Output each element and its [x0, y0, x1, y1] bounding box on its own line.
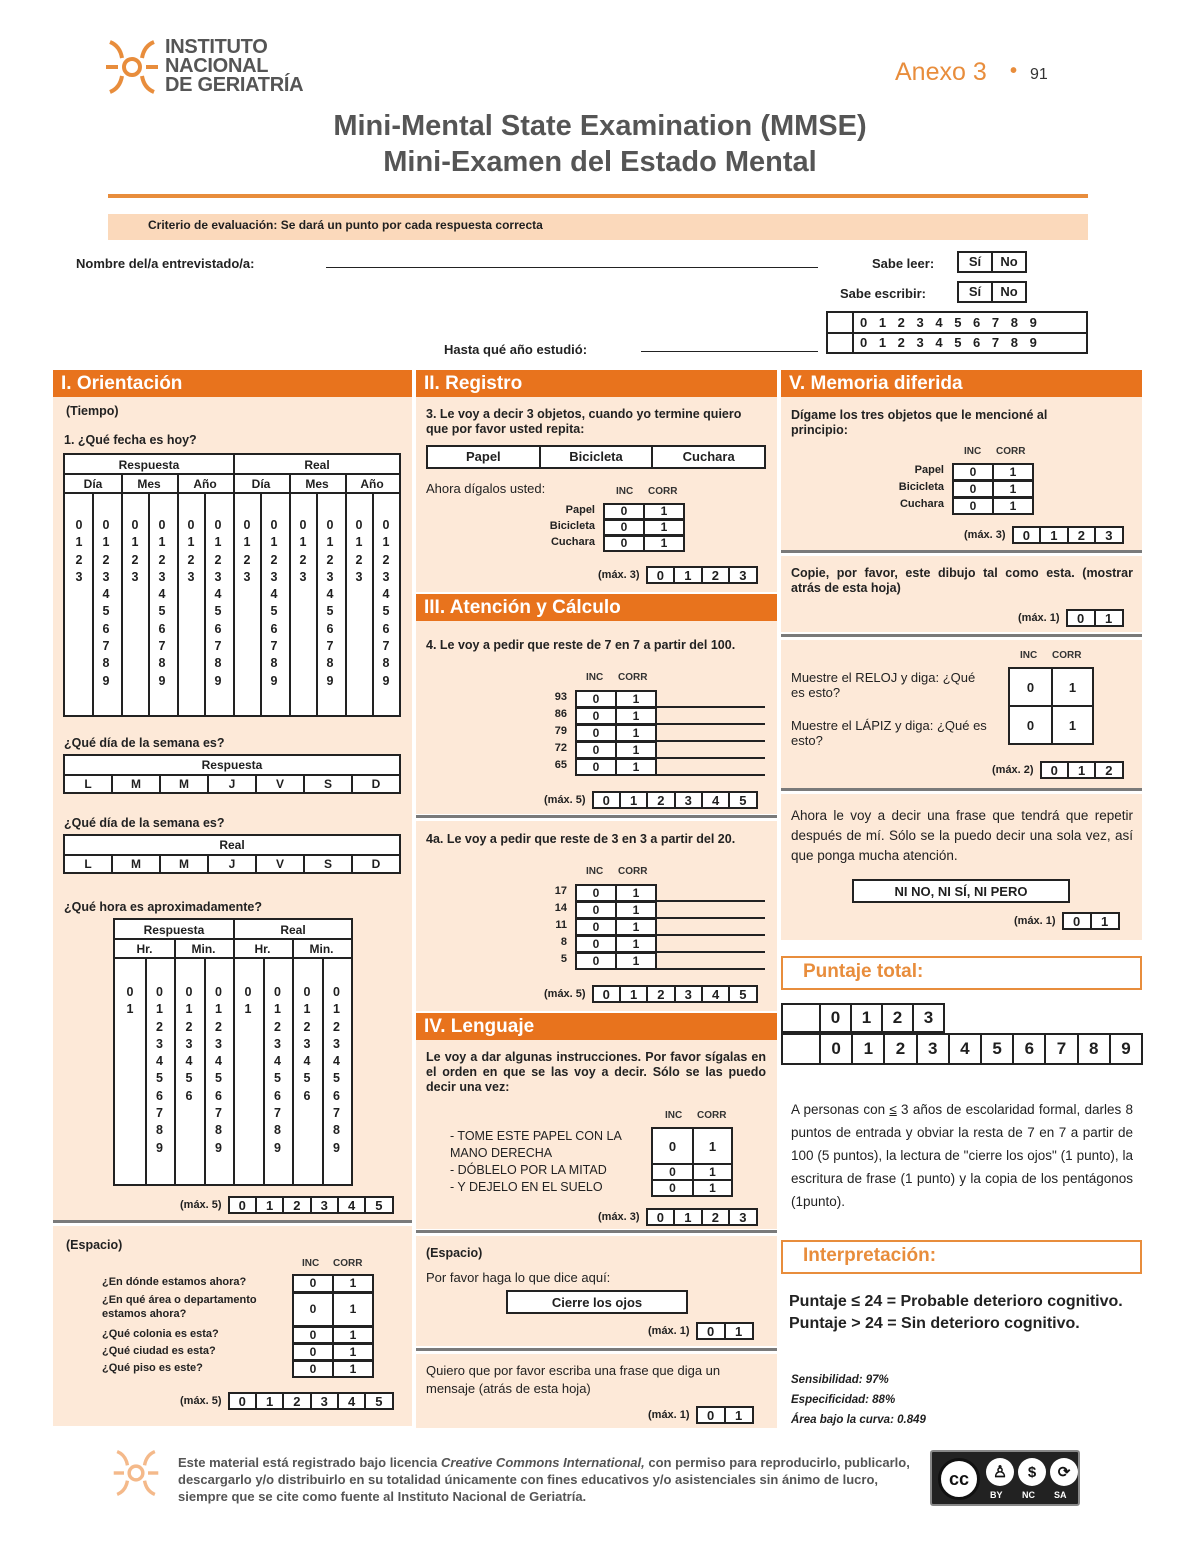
- corr-label: CORR: [333, 1258, 363, 1269]
- interpretation-text: Puntaje ≤ 24 = Probable deterioro cognitivo. Puntaje > 24 = Sin deterioro cognitivo.: [789, 1293, 1123, 1332]
- divider: [781, 788, 1142, 791]
- total-digit[interactable]: 0: [819, 1035, 851, 1063]
- score-option[interactable]: 1: [619, 793, 646, 807]
- criteria-banner: Criterio de evaluación: Se dará un punto por cada respuesta correcta: [108, 214, 1088, 240]
- objects-row: Papel Bicicleta Cuchara: [426, 445, 766, 469]
- total-digit[interactable]: 1: [851, 1035, 883, 1063]
- answer-line[interactable]: [655, 951, 765, 953]
- score-option[interactable]: 3: [728, 1210, 756, 1224]
- subtract7-score[interactable]: (máx. 5) 0 1 2 3 4 5: [544, 791, 758, 809]
- score-option[interactable]: 2: [646, 793, 673, 807]
- sa-icon: ⟳: [1050, 1458, 1078, 1486]
- score-option[interactable]: 2: [646, 987, 673, 1001]
- subtract3-score[interactable]: (máx. 5) 0 1 2 3 4 5: [544, 985, 758, 1003]
- day-option[interactable]: L: [84, 857, 92, 871]
- inc-label: INC: [586, 672, 604, 683]
- date-digits[interactable]: 0 1 2 3 4 5 6 7 8 9: [382, 518, 390, 688]
- row-label: 11: [555, 919, 567, 931]
- row-label: 17: [554, 885, 567, 897]
- time-question: ¿Qué hora es aproximadamente?: [64, 900, 262, 914]
- study-field[interactable]: [641, 350, 818, 352]
- score-option[interactable]: 1: [1094, 611, 1122, 625]
- space-label: (Espacio): [426, 1246, 483, 1260]
- score-option[interactable]: 0: [1022, 528, 1030, 543]
- divider: [53, 1220, 412, 1223]
- answer-line[interactable]: [655, 934, 765, 936]
- instructions-score[interactable]: (máx. 3) 0 1 2 3: [598, 1208, 758, 1226]
- answer-line[interactable]: [655, 917, 765, 919]
- title-en: Mini-Mental State Examination (MMSE): [333, 110, 867, 142]
- inc-corr-row[interactable]: 0 1: [575, 758, 657, 776]
- score-option[interactable]: 2: [1094, 763, 1121, 777]
- copy-score[interactable]: (máx. 1) 0 1: [1018, 609, 1124, 627]
- score-option[interactable]: 0: [1050, 763, 1058, 778]
- row-label: 5: [560, 953, 567, 965]
- geriatria-footer-logo-icon: [112, 1446, 160, 1500]
- score-option[interactable]: 4: [337, 1394, 364, 1408]
- total-digit[interactable]: 3: [916, 1035, 948, 1063]
- total-digit[interactable]: 4: [948, 1035, 980, 1063]
- section-memory: V. Memoria diferida: [781, 370, 1142, 397]
- score-option[interactable]: 1: [619, 987, 646, 1001]
- close-eyes-card: Cierre los ojos: [506, 1290, 688, 1314]
- read-score[interactable]: (máx. 1) 0 1: [648, 1322, 754, 1340]
- inc-corr-row[interactable]: 0 1: [952, 463, 1034, 481]
- day-option[interactable]: J: [207, 856, 255, 872]
- date-digits[interactable]: 0 1 2 3 4 5 6 7 8 9: [102, 518, 110, 688]
- date-col-header: Año: [360, 476, 384, 491]
- section-language: IV. Lenguaje: [416, 1013, 777, 1040]
- row-label: 86: [554, 708, 567, 720]
- time-digits[interactable]: 0 1 2 3 4 5 6 7 8 9: [274, 985, 281, 1155]
- license-text: Este material está registrado bajo licencia Creative Commons International, con permiso para reproducirlo, publicarlo, descargarlo y/o distribuirlo en su totalidad únicamente con fines educativos y/o asistenciales sin ánimo de lucro, siempre que se cite como fuente al Instituto Nacional de Geriatría.: [178, 1455, 910, 1504]
- total-digit[interactable]: 5: [980, 1035, 1012, 1063]
- date-digits[interactable]: 0 1 2 3: [131, 518, 139, 584]
- corr-label: CORR: [996, 446, 1026, 457]
- inc-corr-row[interactable]: 0 1: [292, 1292, 374, 1327]
- date-digits[interactable]: 0 1 2 3: [243, 518, 251, 584]
- score-option[interactable]: 5: [364, 1394, 391, 1408]
- weekday-response[interactable]: Respuesta L M M J V S D: [63, 754, 401, 794]
- name-field[interactable]: [326, 266, 818, 268]
- time-digits[interactable]: 0 1 2 3 4 5 6 7 8 9: [333, 985, 340, 1155]
- score-option[interactable]: 5: [364, 1198, 391, 1212]
- score-option[interactable]: 0: [238, 1198, 246, 1213]
- registry-score[interactable]: (máx. 3) 0 1 2 3: [598, 566, 758, 584]
- total-digit[interactable]: 8: [1077, 1035, 1109, 1063]
- total-digit[interactable]: 0: [819, 1005, 850, 1031]
- score-option[interactable]: 3: [310, 1394, 337, 1408]
- phrase-question: Ahora le voy a decir una frase que tendrá que repetir después de mí. Sólo se la puedo decir una sola vez, así que ponga mucha atención.: [791, 808, 1133, 863]
- score-option[interactable]: 2: [701, 1210, 729, 1224]
- inc-label: INC: [302, 1258, 320, 1269]
- total-digit[interactable]: 2: [881, 1005, 912, 1031]
- inc-corr-row[interactable]: 0 1: [603, 535, 685, 552]
- corr-label: CORR: [618, 672, 648, 683]
- inc-corr-row[interactable]: 0 1: [575, 741, 657, 759]
- divider: [416, 815, 777, 818]
- space-question: ¿Qué colonia es esta?: [102, 1328, 219, 1340]
- score-option[interactable]: 3: [674, 793, 701, 807]
- space-question: ¿En qué área o departamento estamos ahora?: [102, 1294, 257, 1320]
- day-option[interactable]: M: [111, 776, 159, 792]
- page-number: 91: [1030, 66, 1048, 83]
- orientation-time-score[interactable]: (máx. 5) 0 1 2 3 4 5: [180, 1196, 394, 1214]
- space-label: (Espacio): [66, 1238, 123, 1252]
- inc-corr-row[interactable]: 0 1: [292, 1343, 374, 1361]
- score-option[interactable]: 2: [701, 568, 729, 582]
- score-option[interactable]: 3: [674, 987, 701, 1001]
- copy-question: Copie, por favor, este dibujo tal como esta. (mostrar atrás de esta hoja): [791, 566, 1133, 595]
- section-attention: III. Atención y Cálculo: [416, 594, 777, 621]
- score-option[interactable]: 4: [701, 987, 728, 1001]
- institute-name: INSTITUTO NACIONAL DE GERIATRÍA: [165, 36, 304, 96]
- inc-label: INC: [665, 1110, 683, 1121]
- interpretation-box: Interpretación:: [781, 1240, 1142, 1274]
- instructions: - TOME ESTE PAPEL CON LA MANO DERECHA - DÓBLELO POR LA MITAD - Y DEJELO EN EL SUELO: [450, 1129, 622, 1194]
- row-label: 65: [554, 759, 567, 771]
- naming-score[interactable]: (máx. 2) 0 1 2: [992, 761, 1124, 779]
- row-label: Papel: [914, 464, 944, 476]
- date-digits[interactable]: 0 1 2 3 4 5 6 7 8 9: [270, 518, 278, 688]
- weekday-question-real: ¿Qué día de la semana es?: [64, 816, 225, 830]
- answer-line[interactable]: [655, 740, 765, 742]
- clock-question: Muestre el RELOJ y diga: ¿Qué es esto?: [791, 670, 976, 700]
- weekday-real[interactable]: Real L M M J V S D: [63, 834, 401, 874]
- study-label: Hasta qué año estudió:: [444, 342, 588, 357]
- total-digit[interactable]: 2: [883, 1035, 915, 1063]
- time-col-header: Min.: [309, 941, 334, 956]
- row-label: 14: [554, 902, 567, 914]
- row-label: 8: [560, 936, 567, 948]
- time-col-header: Min.: [191, 941, 216, 956]
- row-label: 93: [554, 691, 567, 703]
- date-digits[interactable]: 0 1 2 3 4 5 6 7 8 9: [326, 518, 334, 688]
- time-digits[interactable]: 0 1 2 3 4 5 6: [185, 985, 193, 1103]
- inc-corr-row[interactable]: 0 1: [575, 724, 657, 742]
- say-now-label: Ahora dígalos usted:: [426, 481, 546, 496]
- title-es: Mini-Examen del Estado Mental: [383, 146, 817, 178]
- inc-corr-row[interactable]: 0 1: [575, 935, 657, 953]
- inc-corr-row[interactable]: 0 1: [292, 1326, 374, 1344]
- inc-corr-row[interactable]: 0 1: [575, 901, 657, 919]
- date-col-header: Día: [83, 476, 103, 491]
- score-option[interactable]: 2: [282, 1198, 309, 1212]
- answer-line[interactable]: [655, 757, 765, 759]
- orientation-space-score[interactable]: (máx. 5) 0 1 2 3 4 5: [180, 1392, 394, 1410]
- total-tens-grid[interactable]: [781, 1003, 945, 1033]
- score-option[interactable]: 0: [656, 568, 664, 583]
- corr-label: CORR: [618, 866, 648, 877]
- naming-grid[interactable]: 0 1 0 1: [1008, 667, 1094, 745]
- education-note: A personas con ≤ 3 años de escolaridad formal, darles 8 puntos de entrada y obviar la resta de 7 en 7 a partir de 100 (5 puntos), la lectura de "cierre los ojos" (1 punto), la escritura de frase (1 punto) y la copia de los pentágonos (1punto).: [791, 1102, 1133, 1209]
- day-option[interactable]: S: [303, 776, 351, 792]
- phrase-score[interactable]: (máx. 1) 0 1: [1014, 912, 1120, 930]
- date-col-header: Mes: [137, 476, 161, 491]
- stats: Sensibilidad: 97% Especificidad: 88% Área bajo la curva: 0.849: [791, 1374, 926, 1426]
- inc-corr-row[interactable]: 0 1: [575, 690, 657, 708]
- creative-commons-badge[interactable]: cc ♙ $ ⟳ BY NC SA: [930, 1450, 1080, 1506]
- day-option[interactable]: J: [207, 776, 255, 792]
- write-label: Sabe escribir:: [840, 286, 926, 301]
- divider: [781, 634, 1142, 637]
- inc-label: INC: [586, 866, 604, 877]
- answer-line[interactable]: [655, 706, 765, 708]
- score-option[interactable]: 1: [724, 1324, 752, 1338]
- space-question: ¿Qué piso es este?: [102, 1362, 203, 1374]
- time-digits[interactable]: 0 1: [126, 985, 134, 1017]
- read-options[interactable]: Sí No: [957, 251, 1027, 273]
- space-question: ¿En dónde estamos ahora?: [102, 1276, 247, 1288]
- annex-label: Anexo 3: [895, 58, 987, 86]
- nc-icon: $: [1018, 1458, 1046, 1486]
- time-label: (Tiempo): [66, 404, 119, 418]
- total-units-grid[interactable]: [781, 1033, 1143, 1065]
- inc-corr-row[interactable]: 0 1: [603, 519, 685, 536]
- day-option[interactable]: S: [303, 856, 351, 872]
- inc-corr-row[interactable]: 0 1: [575, 707, 657, 725]
- date-digits[interactable]: 0 1 2 3: [187, 518, 195, 584]
- score-option[interactable]: 0: [706, 1324, 715, 1339]
- time-grid[interactable]: Respuesta Real Hr. 0 1 0 1 2 3 4 5 6 7 8 9 Min. 0 1 2 3 4 5 6 0 1 2 3 4 5 6 7 8 9 Hr. 0 1 0 1 2 3 4 5 6 7 8 9 Min. 0 1 2 3 4 5 6 0 1 2 3 4 5 6 7 8 9: [113, 918, 353, 1186]
- divider: [416, 1348, 777, 1351]
- corr-label: CORR: [1052, 650, 1082, 661]
- day-option[interactable]: M: [111, 856, 159, 872]
- day-option[interactable]: L: [84, 777, 92, 791]
- date-col-header: Año: [193, 476, 217, 491]
- score-option[interactable]: 0: [1072, 914, 1081, 929]
- inc-corr-row[interactable]: 0 1: [575, 884, 657, 902]
- inc-corr-row[interactable]: 0 1: [952, 497, 1034, 515]
- inc-corr-row[interactable]: 0 1: [575, 952, 657, 970]
- time-col-header: Hr.: [136, 941, 153, 956]
- divider: [781, 550, 1142, 553]
- memory-panel: [781, 370, 1142, 550]
- score-option[interactable]: 4: [701, 793, 728, 807]
- total-digit[interactable]: 7: [1044, 1035, 1076, 1063]
- corr-label: CORR: [648, 486, 678, 497]
- inc-label: INC: [964, 446, 982, 457]
- header-divider: [108, 194, 1088, 198]
- inc-corr-row[interactable]: 0 1: [952, 480, 1034, 498]
- memory-question: Dígame los tres objetos que le mencioné al principio:: [791, 408, 1048, 437]
- total-digit[interactable]: 6: [1012, 1035, 1044, 1063]
- row-label: Cuchara: [899, 498, 944, 510]
- score-option[interactable]: 5: [728, 793, 755, 807]
- day-option[interactable]: M: [159, 776, 207, 792]
- geriatria-logo-icon: [104, 36, 160, 98]
- score-option[interactable]: 1: [673, 568, 701, 582]
- day-option[interactable]: D: [351, 776, 399, 792]
- row-label: Cuchara: [550, 536, 595, 548]
- phrase-card: NI NO, NI SÍ, NI PERO: [852, 879, 1070, 903]
- score-option[interactable]: 1: [255, 1198, 282, 1212]
- language-intro: Le voy a dar algunas instrucciones. Por favor sígalas en el orden en que se las voy a decir. Sólo se las puedo decir una vez:: [426, 1050, 766, 1094]
- study-years-grid[interactable]: 0 1 2 3 4 5 6 7 8 9 0 1 2 3 4 5 6 7 8 9: [826, 311, 1088, 354]
- inc-corr-row[interactable]: 0 1: [292, 1274, 374, 1293]
- date-col-header: Mes: [305, 476, 329, 491]
- score-option[interactable]: 0: [1076, 611, 1085, 626]
- section-orientation: I. Orientación: [53, 370, 412, 397]
- date-digits[interactable]: 0 1 2 3: [299, 518, 307, 584]
- score-option[interactable]: 1: [1067, 763, 1094, 777]
- score-option[interactable]: 1: [1039, 528, 1067, 542]
- space-question: ¿Qué ciudad es esta?: [102, 1345, 216, 1357]
- row-label: Bicicleta: [898, 481, 944, 493]
- cc-icon: cc: [938, 1458, 980, 1500]
- inc-label: INC: [616, 486, 634, 497]
- total-score-box: Puntaje total:: [781, 956, 1142, 990]
- date-digits[interactable]: 0 1 2 3: [75, 518, 83, 584]
- time-digits[interactable]: 0 1 2 3 4 5 6 7 8 9: [215, 985, 222, 1155]
- time-digits[interactable]: 0 1: [244, 985, 252, 1017]
- date-col-header: Día: [251, 476, 271, 491]
- time-col-header: Hr.: [254, 941, 271, 956]
- score-option[interactable]: 1: [1090, 914, 1118, 928]
- score-option[interactable]: 2: [282, 1394, 309, 1408]
- score-option[interactable]: 0: [602, 793, 610, 808]
- inc-corr-row[interactable]: 0 1: [292, 1360, 374, 1378]
- subtract3-question: 4a. Le voy a pedir que reste de 3 en 3 a partir del 20.: [426, 832, 736, 846]
- time-digits[interactable]: 0 1 2 3 4 5 6 7 8 9: [156, 985, 163, 1155]
- answer-line[interactable]: [655, 968, 765, 970]
- write-options[interactable]: Sí No: [957, 281, 1027, 303]
- row-label: 72: [554, 742, 567, 754]
- date-question: 1. ¿Qué fecha es hoy?: [64, 433, 197, 447]
- total-digit[interactable]: 9: [1109, 1035, 1141, 1063]
- please-label: Por favor haga lo que dice aquí:: [426, 1270, 611, 1285]
- write-score[interactable]: (máx. 1) 0 1: [648, 1406, 754, 1424]
- inc-label: INC: [1020, 650, 1038, 661]
- name-label: Nombre del/a entrevistado/a:: [76, 256, 255, 271]
- weekday-question: ¿Qué día de la semana es?: [64, 736, 225, 750]
- answer-line[interactable]: [655, 774, 765, 776]
- total-digit[interactable]: 3: [912, 1005, 943, 1031]
- corr-label: CORR: [697, 1110, 727, 1121]
- date-digits[interactable]: 0 1 2 3: [355, 518, 363, 584]
- pencil-question: Muestre el LÁPIZ y diga: ¿Qué es esto?: [791, 718, 987, 748]
- by-icon: ♙: [986, 1458, 1014, 1486]
- total-digit[interactable]: 1: [850, 1005, 881, 1031]
- read-label: Sabe leer:: [872, 256, 935, 271]
- day-option[interactable]: V: [255, 776, 303, 792]
- date-digits[interactable]: 0 1 2 3 4 5 6 7 8 9: [158, 518, 166, 688]
- row-label: 79: [554, 725, 567, 737]
- inc-corr-row[interactable]: 0 1: [603, 503, 685, 520]
- instructions-grid[interactable]: 0 1 0 1 0 1: [651, 1127, 733, 1197]
- score-option[interactable]: 1: [673, 1210, 701, 1224]
- score-option[interactable]: 1: [255, 1394, 282, 1408]
- score-option[interactable]: 0: [706, 1408, 715, 1423]
- score-option[interactable]: 0: [602, 987, 610, 1002]
- day-option[interactable]: V: [255, 856, 303, 872]
- day-option[interactable]: D: [351, 856, 399, 872]
- row-label: Bicicleta: [549, 520, 595, 532]
- score-option[interactable]: 3: [1094, 528, 1122, 542]
- memory-score[interactable]: (máx. 3) 0 1 2 3: [964, 526, 1124, 544]
- score-option[interactable]: 0: [238, 1394, 246, 1409]
- row-label: Papel: [565, 504, 595, 516]
- answer-line[interactable]: [655, 723, 765, 725]
- subtract7-question: 4. Le voy a pedir que reste de 7 en 7 a partir del 100.: [426, 638, 736, 652]
- score-option[interactable]: 1: [724, 1408, 752, 1422]
- date-digits[interactable]: 0 1 2 3 4 5 6 7 8 9: [214, 518, 222, 688]
- registry-question: 3. Le voy a decir 3 objetos, cuando yo termine quiero que por favor usted repita:: [426, 407, 742, 436]
- divider: [416, 1230, 777, 1233]
- score-option[interactable]: 0: [656, 1210, 664, 1225]
- inc-corr-row[interactable]: 0 1: [575, 918, 657, 936]
- score-option[interactable]: 3: [310, 1198, 337, 1212]
- score-option[interactable]: 2: [1067, 528, 1095, 542]
- time-digits[interactable]: 0 1 2 3 4 5 6: [303, 985, 311, 1103]
- score-option[interactable]: 5: [728, 987, 755, 1001]
- score-option[interactable]: 4: [337, 1198, 364, 1212]
- section-registry: II. Registro: [416, 370, 777, 397]
- date-grid[interactable]: Respuesta Real Día 0 1 2 3 0 1 2 3 4 5 6 7 8 9 Mes 0 1 2 3 0 1 2 3 4 5 6 7 8 9 Año 0 1 2 3 0 1 2 3 4 5 6 7 8 9 Día 0 1 2 3 0 1 2 3 4 5 6 7 8 9 Mes 0 1 2 3 0 1 2 3 4 5 6 7 8 9 Año 0 1 2 3 0 1 2 3 4 5 6 7 8 9: [63, 453, 401, 717]
- day-option[interactable]: M: [159, 856, 207, 872]
- write-question: Quiero que por favor escriba una frase que diga un mensaje (atrás de esta hoja): [426, 1363, 721, 1396]
- bullet: •: [1010, 60, 1018, 82]
- score-option[interactable]: 3: [728, 568, 756, 582]
- answer-line[interactable]: [655, 900, 765, 902]
